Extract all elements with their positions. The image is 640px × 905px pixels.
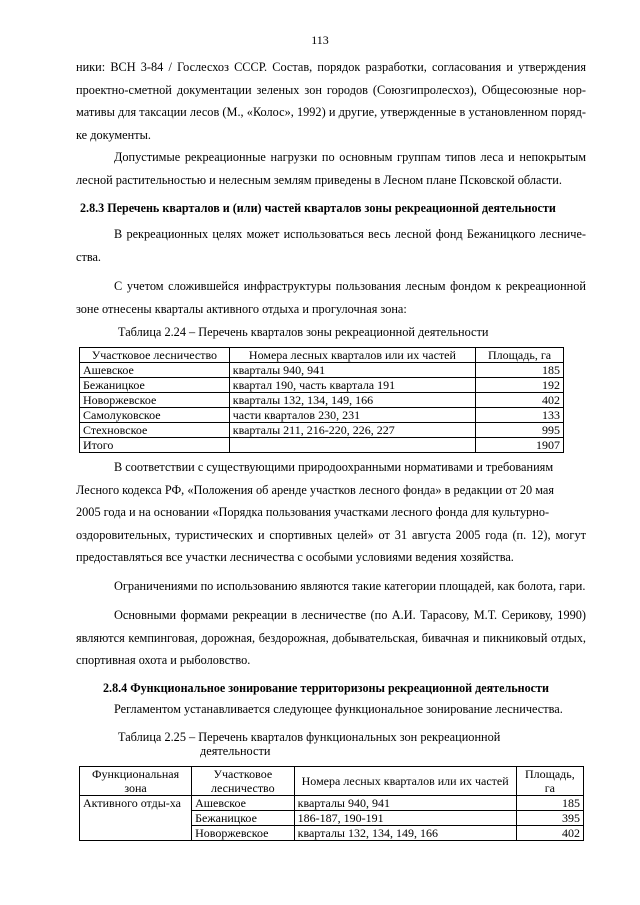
text-line: ники: ВСН 3-84 / Гослесхоз СССР. Состав, порядок разработки, согласования и утверждения <box>76 60 586 74</box>
table-cell: кварталы 132, 134, 149, 166 <box>294 826 516 841</box>
table-2-24-caption: Таблица 2.24 – Перечень кварталов зоны рекреационной деятельности <box>118 325 489 339</box>
text-line: В рекреационных целях может использоваться весь лесной фонд Бежаницкого лесниче- <box>114 227 586 241</box>
section-heading-2-8-4: 2.8.4 Функциональное зонирование территоризоны рекреационной деятельности <box>103 681 549 695</box>
paragraph-recreation-forms <box>76 604 586 672</box>
text-line: Ограничениями по использованию являются такие категории площадей, как болота, гари. <box>114 579 586 593</box>
table-cell: Бежаницкое <box>192 811 295 826</box>
table-cell: 402 <box>476 393 564 408</box>
table-cell <box>229 438 475 453</box>
table-cell: кварталы 211, 216-220, 226, 227 <box>229 423 475 438</box>
table-cell: 133 <box>476 408 564 423</box>
column-header: Площадь, га <box>516 767 583 796</box>
text-line: спортивная охота и рыболовство. <box>76 653 251 667</box>
table-2-25 <box>79 766 584 841</box>
table-cell: 995 <box>476 423 564 438</box>
text-line: зоне отнесены кварталы активного отдыха и прогулочная зона: <box>76 301 407 316</box>
text-line: Основными формами рекреации в лесничестве (по А.И. Тарасову, М.Т. Серикову, 1990) <box>114 608 586 622</box>
table-cell: кварталы 132, 134, 149, 166 <box>229 393 475 408</box>
table-header-row <box>80 767 584 796</box>
text-line: оздоровительных, туристических и спортивных целей» от 31 августа 2005 года (п. 12), могут <box>76 527 586 542</box>
table-row <box>80 378 564 393</box>
paragraph-infrastructure <box>76 275 586 320</box>
text-line: мативы для таксации лесов (М., «Колос», 1992) и другие, утвержденные в установленном поряд- <box>76 105 586 119</box>
table-cell: 395 <box>516 811 583 826</box>
column-header: Площадь, га <box>476 348 564 363</box>
paragraph-recreational-loads <box>76 146 586 191</box>
text-line: Допустимые рекреационные нагрузки по основным группам типов леса и непокрытым <box>114 150 586 164</box>
text-line: Лесного кодекса РФ, «Положения об аренде участков лесного фонда» в редакции от 20 мая <box>76 482 555 497</box>
table-row <box>80 423 564 438</box>
table-header-row <box>80 348 564 363</box>
table-row <box>80 408 564 423</box>
zone-cell: Активного отды-ха <box>80 796 192 841</box>
paragraph-legal-basis <box>76 456 586 569</box>
table-cell: Новоржевское <box>80 393 230 408</box>
paragraph-restrictions <box>76 575 586 598</box>
table-cell: Ашевское <box>192 796 295 811</box>
table-row <box>80 393 564 408</box>
table-cell: 402 <box>516 826 583 841</box>
table-cell: Самолуковское <box>80 408 230 423</box>
table-cell: квартал 190, часть квартала 191 <box>229 378 475 393</box>
table-2-24 <box>79 347 564 453</box>
paragraph-forest-fund <box>76 223 586 268</box>
table-cell: 185 <box>476 363 564 378</box>
text-line: ке документы. <box>76 127 151 142</box>
column-header: Участковое лесничество <box>192 767 295 796</box>
page-number: 113 <box>311 33 329 47</box>
text-line: В соответствии с существующими природоохранными нормативами и требованиям <box>114 460 554 474</box>
paragraph-zoning <box>76 698 586 721</box>
text-line: 2005 года и на основании «Порядка пользования участками лесного фонда для культурно- <box>76 505 550 519</box>
table-2-25-caption: Таблица 2.25 – Перечень кварталов функциональных зон рекреационной <box>118 730 501 744</box>
table-row <box>80 363 564 378</box>
column-header: Номера лесных кварталов или их частей <box>229 348 475 363</box>
text-line: проектно-сметной документации зеленых зон городов (Союзгипролесхоз), Общесоюзные нор- <box>76 82 586 97</box>
column-header: Номера лесных кварталов или их частей <box>294 767 516 796</box>
table-row <box>80 796 584 811</box>
text-line: предоставляться все участки лесничества с особыми условиями ведения хозяйства. <box>76 550 514 564</box>
text-line: Регламентом устанавливается следующее функциональное зонирование лесничества. <box>114 702 563 716</box>
table-cell: 185 <box>516 796 583 811</box>
table-cell: 186-187, 190-191 <box>294 811 516 826</box>
table-cell: Новоржевское <box>192 826 295 841</box>
table-cell: Итого <box>80 438 230 453</box>
table-cell: 192 <box>476 378 564 393</box>
table-cell: части кварталов 230, 231 <box>229 408 475 423</box>
column-header: Функциональная зона <box>80 767 192 796</box>
section-heading-2-8-3: 2.8.3 Перечень кварталов и (или) частей кварталов зоны рекреационной деятельности <box>80 201 556 215</box>
table-cell: Ашевское <box>80 363 230 378</box>
paragraph-normative-docs <box>76 56 586 146</box>
table-cell: кварталы 940, 941 <box>229 363 475 378</box>
text-line: С учетом сложившейся инфраструктуры пользования лесным фондом к рекреационной <box>114 279 586 293</box>
text-line: ства. <box>76 249 102 264</box>
table-cell: кварталы 940, 941 <box>294 796 516 811</box>
table-total-row <box>80 438 564 453</box>
column-header: Участковое лесничество <box>80 348 230 363</box>
table-cell: Стехновское <box>80 423 230 438</box>
table-2-25-caption-cont: деятельности <box>200 744 271 758</box>
table-cell: Бежаницкое <box>80 378 230 393</box>
text-line: лесной растительностью и нелесным землям приведены в Лесном плане Псковской области. <box>76 172 562 187</box>
table-cell: 1907 <box>476 438 564 453</box>
text-line: являются кемпинговая, дорожная, бездорожная, добывательская, бивачная и пикниковый отдых, <box>76 630 586 645</box>
